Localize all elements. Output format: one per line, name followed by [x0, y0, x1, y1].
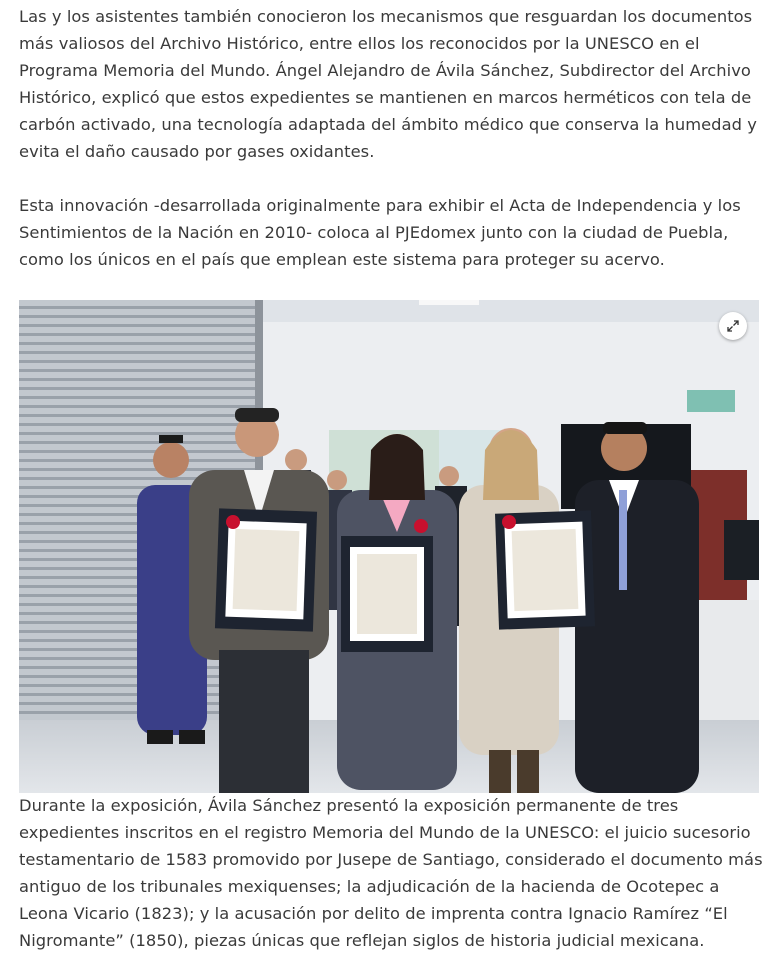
red-ribbon — [502, 515, 516, 529]
article-photo[interactable] — [19, 300, 759, 793]
article-paragraph-3: Durante la exposición, Ávila Sánchez presentó la exposición permanente de tres expedientes inscritos en el registro Memoria del Mundo de la UNESCO: el juicio sucesorio testamentario de 1583 promovido por Jusepe de Santiago, considerado el documento más antiguo de los tribunales mexiquenses; la adjudicación de la hacienda de Ocotepec a Leona Vicario (1823); y la acusación por delito de imprenta contra Ignacio Ramírez “El Nigromante” (1850), piezas únicas que reflejan siglos de historia judicial mexicana. — [19, 796, 763, 950]
article-paragraph-2: Esta innovación -desarrollada originalmente para exhibir el Acta de Independencia y los Sentimientos de la Nación en 2010- coloca al PJEdomex junto con la ciudad de Puebla, como los únicos en el país que emplean este sistema para proteger su acervo. — [19, 196, 741, 269]
framed-document-1 — [215, 508, 317, 631]
red-ribbon — [414, 519, 428, 533]
expand-icon — [726, 319, 740, 333]
computer-screen — [724, 520, 759, 580]
photo-scene — [19, 300, 759, 793]
framed-document-3 — [495, 510, 595, 629]
ceiling-light — [419, 300, 479, 305]
article-paragraph-1: Las y los asistentes también conocieron los mecanismos que resguardan los documentos más valiosos del Archivo Histórico, entre ellos los reconocidos por la UNESCO en el Programa Memoria del Mundo. Ángel Alejandro de Ávila Sánchez, Subdirector del Archivo Histórico, explicó que estos expedientes se mantienen en marcos herméticos con tela de carbón activado, una tecnología adaptada del ámbito médico que conserva la humedad y evita el daño causado por gases oxidantes. — [19, 7, 757, 161]
ceiling — [259, 300, 759, 322]
red-ribbon — [226, 515, 240, 529]
expand-photo-button[interactable] — [719, 312, 747, 340]
framed-document-2 — [341, 519, 433, 652]
wall-sign — [687, 390, 735, 412]
